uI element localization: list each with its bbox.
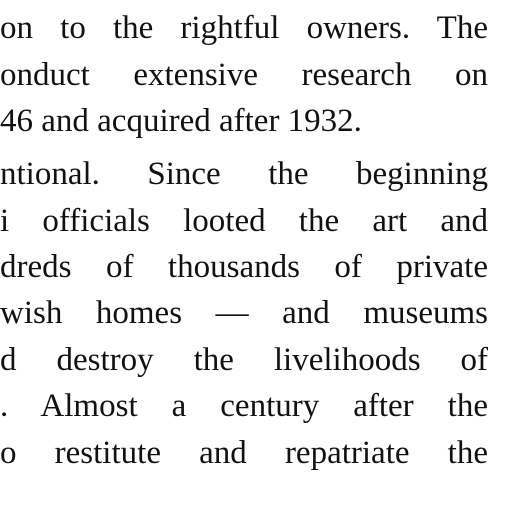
- text-line: i officials looted the art and: [0, 203, 488, 239]
- text-line: on to the rightful owners. The: [0, 10, 488, 46]
- text-line: . Almost a century after the: [0, 388, 488, 424]
- text-line: 46 and acquired after 1932.: [0, 103, 362, 139]
- text-line: ntional. Since the beginning: [0, 156, 488, 192]
- text-line: dreds of thousands of private: [0, 249, 488, 285]
- text-line: o restitute and repatriate the: [0, 435, 488, 471]
- text-line: onduct extensive research on: [0, 57, 488, 93]
- text-line: wish homes — and museums: [0, 295, 488, 331]
- text-line: d destroy the livelihoods of: [0, 342, 488, 378]
